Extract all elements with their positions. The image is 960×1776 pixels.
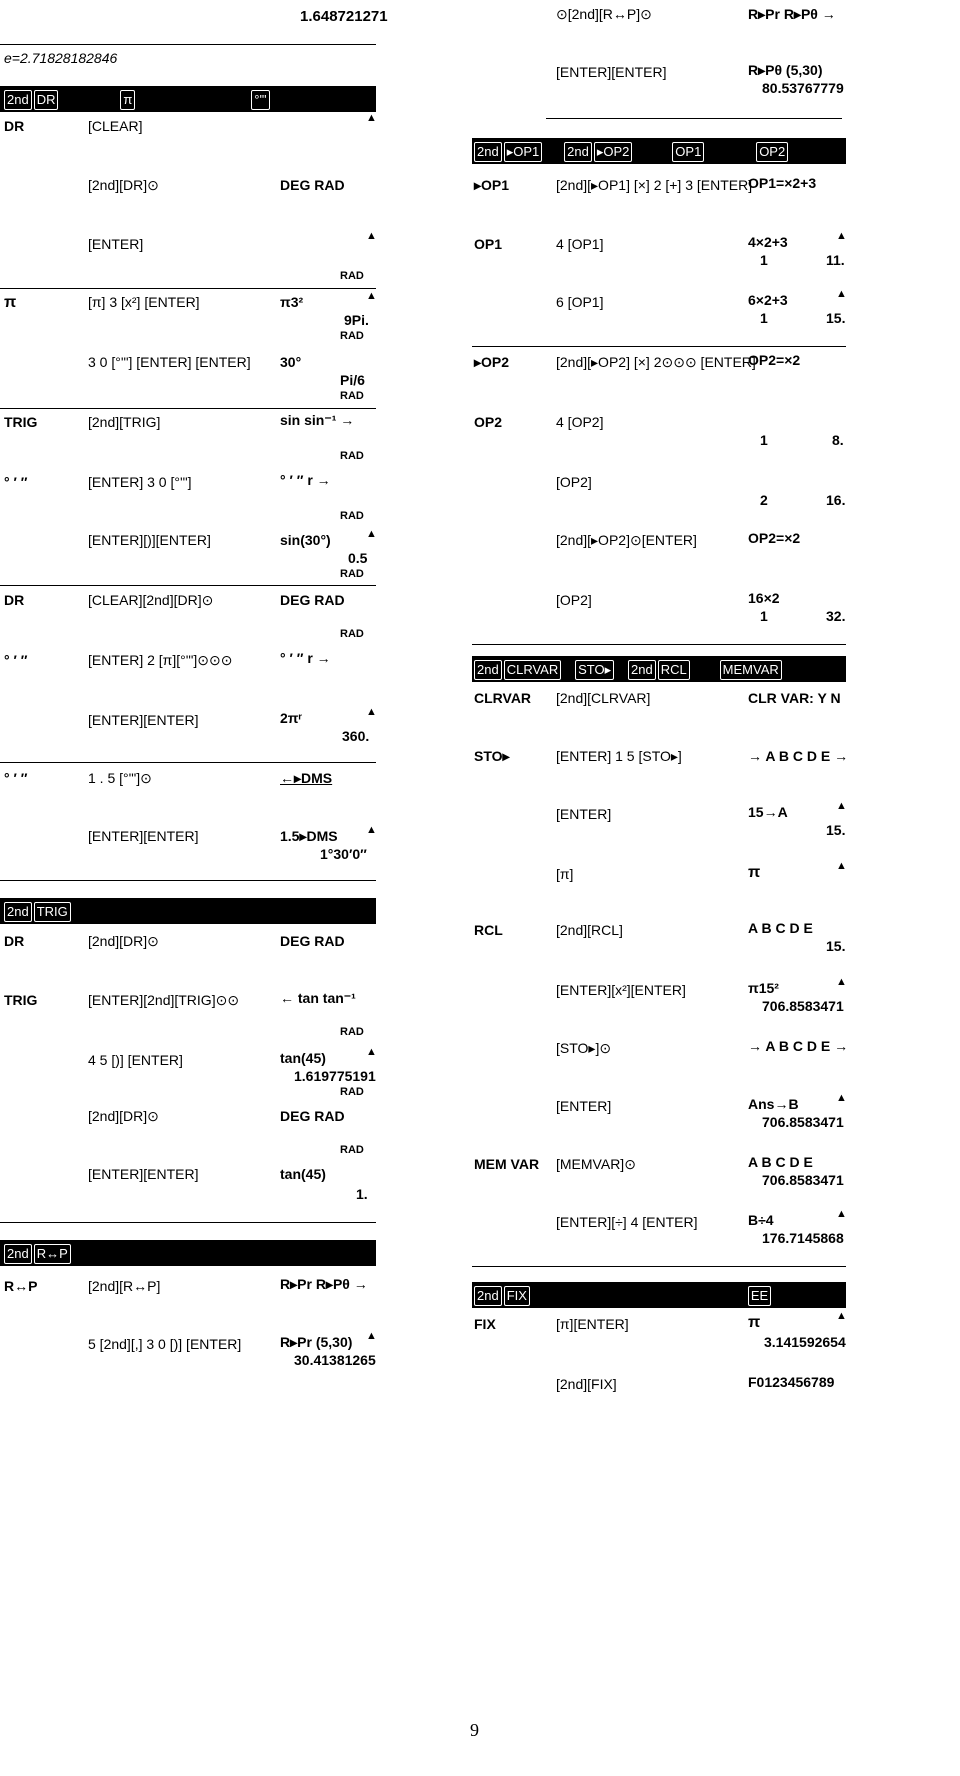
display-text: 2πʳ	[280, 710, 303, 726]
display-text: OP2=×2	[748, 530, 801, 546]
divider	[0, 1222, 376, 1223]
key-sequence: [2nd][FIX]	[556, 1376, 617, 1392]
key-sequence: [ENTER] 1 5 [STO▸]	[556, 748, 682, 764]
display-result: 3.141592654	[764, 1334, 846, 1350]
row-label: DR	[4, 118, 25, 134]
key-memvar: MEMVAR	[720, 660, 782, 680]
mode-indicator: RAD	[340, 1144, 364, 1156]
key-2nd: 2nd	[474, 142, 502, 162]
key-sequence: [OP2]	[556, 474, 592, 490]
divider	[0, 44, 376, 45]
key-sequence: [ENTER][÷] 4 [ENTER]	[556, 1214, 698, 1230]
divider	[0, 762, 376, 763]
section-bar-rp	[0, 1240, 376, 1266]
key-sequence: [MEMVAR]⊙	[556, 1156, 636, 1172]
key-sequence: [ENTER]	[556, 1098, 612, 1114]
key-2nd: 2nd	[4, 902, 32, 922]
key-sequence: [ENTER]	[88, 236, 144, 252]
divider	[472, 644, 846, 645]
key-sequence: [2nd][CLRVAR]	[556, 690, 651, 706]
key-sequence: 4 5 [)] [ENTER]	[88, 1052, 183, 1068]
display-result: 1	[760, 252, 768, 268]
display-result: 16.	[826, 492, 846, 508]
e-constant: e=2.71828182846	[4, 50, 118, 66]
display-text: Ans→B	[748, 1096, 799, 1112]
section-bar-memory	[472, 656, 846, 682]
display-text: R▸Pr (5,30)	[280, 1334, 353, 1350]
row-label: ° ′ ″	[4, 474, 28, 490]
divider	[0, 880, 376, 881]
key-ee: EE	[748, 1286, 771, 1306]
key-sequence: [CLEAR][2nd][DR]⊙	[88, 592, 214, 608]
display-text: CLR VAR: Y N	[748, 690, 841, 706]
display-result: 1.619775191	[294, 1068, 376, 1084]
row-label: TRIG	[4, 992, 38, 1008]
display-result: 176.7145868	[762, 1230, 844, 1246]
display-result: 1	[760, 608, 768, 624]
key-rcl: RCL	[658, 660, 690, 680]
continue-icon: ▲	[836, 288, 847, 300]
continue-icon: ▲	[366, 112, 377, 124]
display-result: 8.	[832, 432, 844, 448]
key-op2: OP2	[756, 142, 788, 162]
continue-icon: ▲	[836, 1310, 847, 1322]
key-sequence: [2nd][DR]⊙	[88, 1108, 159, 1124]
divider	[0, 585, 376, 586]
display-result: 706.8583471	[762, 1172, 844, 1188]
divider	[472, 1266, 846, 1267]
key-sequence: [OP2]	[556, 592, 592, 608]
display-text: 1.5▸DMS	[280, 828, 338, 844]
key-sequence: [2nd][DR]⊙	[88, 933, 159, 949]
row-label: RCL	[474, 922, 503, 938]
key-sequence: [2nd][▸OP2]⊙[ENTER]	[556, 532, 697, 548]
display-text: 6×2+3	[748, 292, 788, 308]
continue-icon: ▲	[836, 860, 847, 872]
row-label: ° ′ ″	[4, 652, 28, 668]
display-text: → A B C D E →	[748, 748, 849, 764]
display-text: A B C D E	[748, 1154, 813, 1170]
display-text: R▸Pr R▸Pθ →	[748, 6, 836, 22]
display-result: 15.	[826, 822, 846, 838]
continue-icon: ▲	[836, 230, 847, 242]
key-sequence: [ENTER][x²][ENTER]	[556, 982, 686, 998]
key-sequence: [STO▸]⊙	[556, 1040, 612, 1056]
display-text: ←▸DMS	[280, 770, 333, 786]
display-result: 1°30′0″	[320, 846, 367, 862]
display-result: 80.53767779	[762, 80, 844, 96]
key-sequence: [π]	[556, 866, 574, 882]
key-sequence: ⊙[2nd][R↔P]⊙	[556, 6, 652, 22]
display-result: 2	[760, 492, 768, 508]
page-number: 9	[470, 1720, 479, 1740]
continue-icon: ▲	[836, 800, 847, 812]
key-sequence: [2nd][▸OP1] [×] 2 [+] 3 [ENTER]	[556, 177, 753, 193]
display-result: 15.	[826, 310, 846, 326]
display-text: tan(45)	[280, 1050, 326, 1066]
key-2nd: 2nd	[628, 660, 656, 680]
display-result: 32.	[826, 608, 846, 624]
display-text: ° ′ ″ r →	[280, 650, 331, 666]
display-text: tan(45)	[280, 1166, 326, 1182]
section-bar-op	[472, 138, 846, 164]
display-result: 360.	[342, 728, 370, 744]
display-text: ← tan tan⁻¹	[280, 990, 356, 1006]
display-result: 1	[760, 310, 768, 326]
row-label: ▸OP1	[474, 177, 510, 193]
key-sequence: [2nd][DR]⊙	[88, 177, 159, 193]
key-dr: DR	[34, 90, 59, 110]
key-clrvar: CLRVAR	[504, 660, 562, 680]
display-text: 16×2	[748, 590, 780, 606]
key-sequence: [ENTER][ENTER]	[88, 712, 199, 728]
key-sequence: 3 0 [°'"] [ENTER] [ENTER]	[88, 354, 251, 370]
display-result: 9Pi.	[344, 312, 369, 328]
continue-icon: ▲	[366, 230, 377, 242]
display-result: 706.8583471	[762, 1114, 844, 1130]
display-text: 15→A	[748, 804, 788, 820]
key-sequence: [ENTER][ENTER]	[88, 828, 199, 844]
key-sto: STO▸	[575, 660, 614, 680]
mode-indicator: RAD	[340, 1026, 364, 1038]
row-label: ▸OP2	[474, 354, 510, 370]
display-text: π3²	[280, 294, 304, 310]
mode-indicator: RAD	[340, 510, 364, 522]
display-text: sin(30°)	[280, 532, 331, 548]
row-label: TRIG	[4, 414, 38, 430]
key-sequence: [2nd][R↔P]	[88, 1278, 161, 1294]
key-sequence: [2nd][▸OP2] [×] 2⊙⊙⊙ [ENTER]	[556, 354, 756, 370]
row-label: STO▸	[474, 748, 510, 764]
key-sequence: 6 [OP1]	[556, 294, 604, 310]
display-result: 1.	[356, 1186, 368, 1202]
key-sequence: [ENTER][ENTER]	[556, 64, 667, 80]
section-bar-fix	[472, 1282, 846, 1308]
display-result: 30.41381265	[294, 1352, 376, 1368]
row-label: MEM VAR	[474, 1156, 540, 1172]
divider	[0, 288, 376, 289]
key-sequence: 4 [OP2]	[556, 414, 604, 430]
key-2nd: 2nd	[4, 1244, 32, 1264]
display-result: 11.	[826, 252, 845, 268]
display-text: π	[748, 1314, 761, 1331]
key-sequence: 4 [OP1]	[556, 236, 604, 252]
key-sequence: [π] 3 [x²] [ENTER]	[88, 294, 200, 310]
display-text: sin sin⁻¹ →	[280, 412, 355, 428]
key-fix: FIX	[504, 1286, 530, 1306]
display-result: 706.8583471	[762, 998, 844, 1014]
continue-icon: ▲	[836, 976, 847, 988]
key-sequence: 5 [2nd][,] 3 0 [)] [ENTER]	[88, 1336, 242, 1352]
key-sequence: [CLEAR]	[88, 118, 143, 134]
display-text: π	[748, 864, 761, 881]
display-text: π15²	[748, 980, 779, 996]
key-op1-set: ▸OP1	[504, 142, 543, 162]
display-text: OP2=×2	[748, 352, 801, 368]
mode-indicator: RAD	[340, 330, 364, 342]
key-sequence: [ENTER] 2 [π][°'"]⊙⊙⊙	[88, 652, 233, 668]
key-sequence: [ENTER][2nd][TRIG]⊙⊙	[88, 992, 240, 1008]
divider	[472, 346, 846, 347]
continue-icon: ▲	[366, 706, 377, 718]
row-label: R↔P	[4, 1278, 38, 1294]
row-label: FIX	[474, 1316, 496, 1332]
display-text: 4×2+3	[748, 234, 788, 250]
display-text: → A B C D E →	[748, 1038, 849, 1054]
row-label: ° ′ ″	[4, 770, 28, 786]
continue-icon: ▲	[366, 528, 377, 540]
display-result: 1	[760, 432, 768, 448]
display-result: 0.5	[348, 550, 368, 566]
key-sequence: [ENTER][ENTER]	[88, 1166, 199, 1182]
continue-icon: ▲	[836, 1208, 847, 1220]
display-result: Pi/6	[340, 372, 365, 388]
divider	[546, 118, 842, 119]
key-2nd: 2nd	[474, 1286, 502, 1306]
row-label: π	[4, 294, 17, 311]
row-label: DR	[4, 933, 25, 949]
continue-icon: ▲	[366, 824, 377, 836]
key-dms: °'"	[251, 90, 269, 110]
display-text: DEG RAD	[280, 177, 345, 193]
display-text: ° ′ ″ r →	[280, 472, 331, 488]
row-label: DR	[4, 592, 25, 608]
key-sequence: [ENTER][)][ENTER]	[88, 532, 211, 548]
key-sequence: [π][ENTER]	[556, 1316, 629, 1332]
key-2nd: 2nd	[564, 142, 592, 162]
continue-icon: ▲	[836, 1092, 847, 1104]
row-label: OP2	[474, 414, 503, 430]
key-r-p: R↔P	[34, 1244, 71, 1264]
key-pi: π	[120, 90, 135, 110]
mode-indicator: RAD	[340, 628, 364, 640]
display-text: A B C D E	[748, 920, 813, 936]
divider	[0, 408, 376, 409]
display-text: DEG RAD	[280, 592, 345, 608]
key-2nd: 2nd	[4, 90, 32, 110]
key-sequence: [2nd][TRIG]	[88, 414, 161, 430]
key-sequence: [ENTER] 3 0 [°'"]	[88, 474, 192, 490]
display-text: B÷4	[748, 1212, 774, 1228]
mode-indicator: RAD	[340, 1086, 364, 1098]
key-2nd: 2nd	[474, 660, 502, 680]
row-label: OP1	[474, 236, 503, 252]
key-sequence: [ENTER]	[556, 806, 612, 822]
display-text: F0123456789	[748, 1374, 835, 1390]
key-sequence: [2nd][RCL]	[556, 922, 623, 938]
mode-indicator: RAD	[340, 568, 364, 580]
key-op1: OP1	[672, 142, 704, 162]
display-text: DEG RAD	[280, 933, 345, 949]
section-bar-dr	[0, 86, 376, 112]
key-trig: TRIG	[34, 902, 71, 922]
section-bar-trig	[0, 898, 376, 924]
key-sequence: 1 . 5 [°'"]⊙	[88, 770, 152, 786]
display-result: 15.	[826, 938, 846, 954]
mode-indicator: RAD	[340, 390, 364, 402]
mode-indicator: RAD	[340, 270, 364, 282]
continue-icon: ▲	[366, 1046, 377, 1058]
mode-indicator: RAD	[340, 450, 364, 462]
display-text: 30°	[280, 354, 302, 370]
continue-icon: ▲	[366, 290, 377, 302]
display-text: DEG RAD	[280, 1108, 345, 1124]
key-op2-set: ▸OP2	[594, 142, 633, 162]
row-label: CLRVAR	[474, 690, 532, 706]
display-text: OP1=×2+3	[748, 175, 817, 191]
top-value: 1.648721271	[300, 8, 388, 25]
display-text: R▸Pr R▸Pθ →	[280, 1276, 368, 1292]
continue-icon: ▲	[366, 1330, 377, 1342]
display-text: R▸Pθ (5,30)	[748, 62, 823, 78]
